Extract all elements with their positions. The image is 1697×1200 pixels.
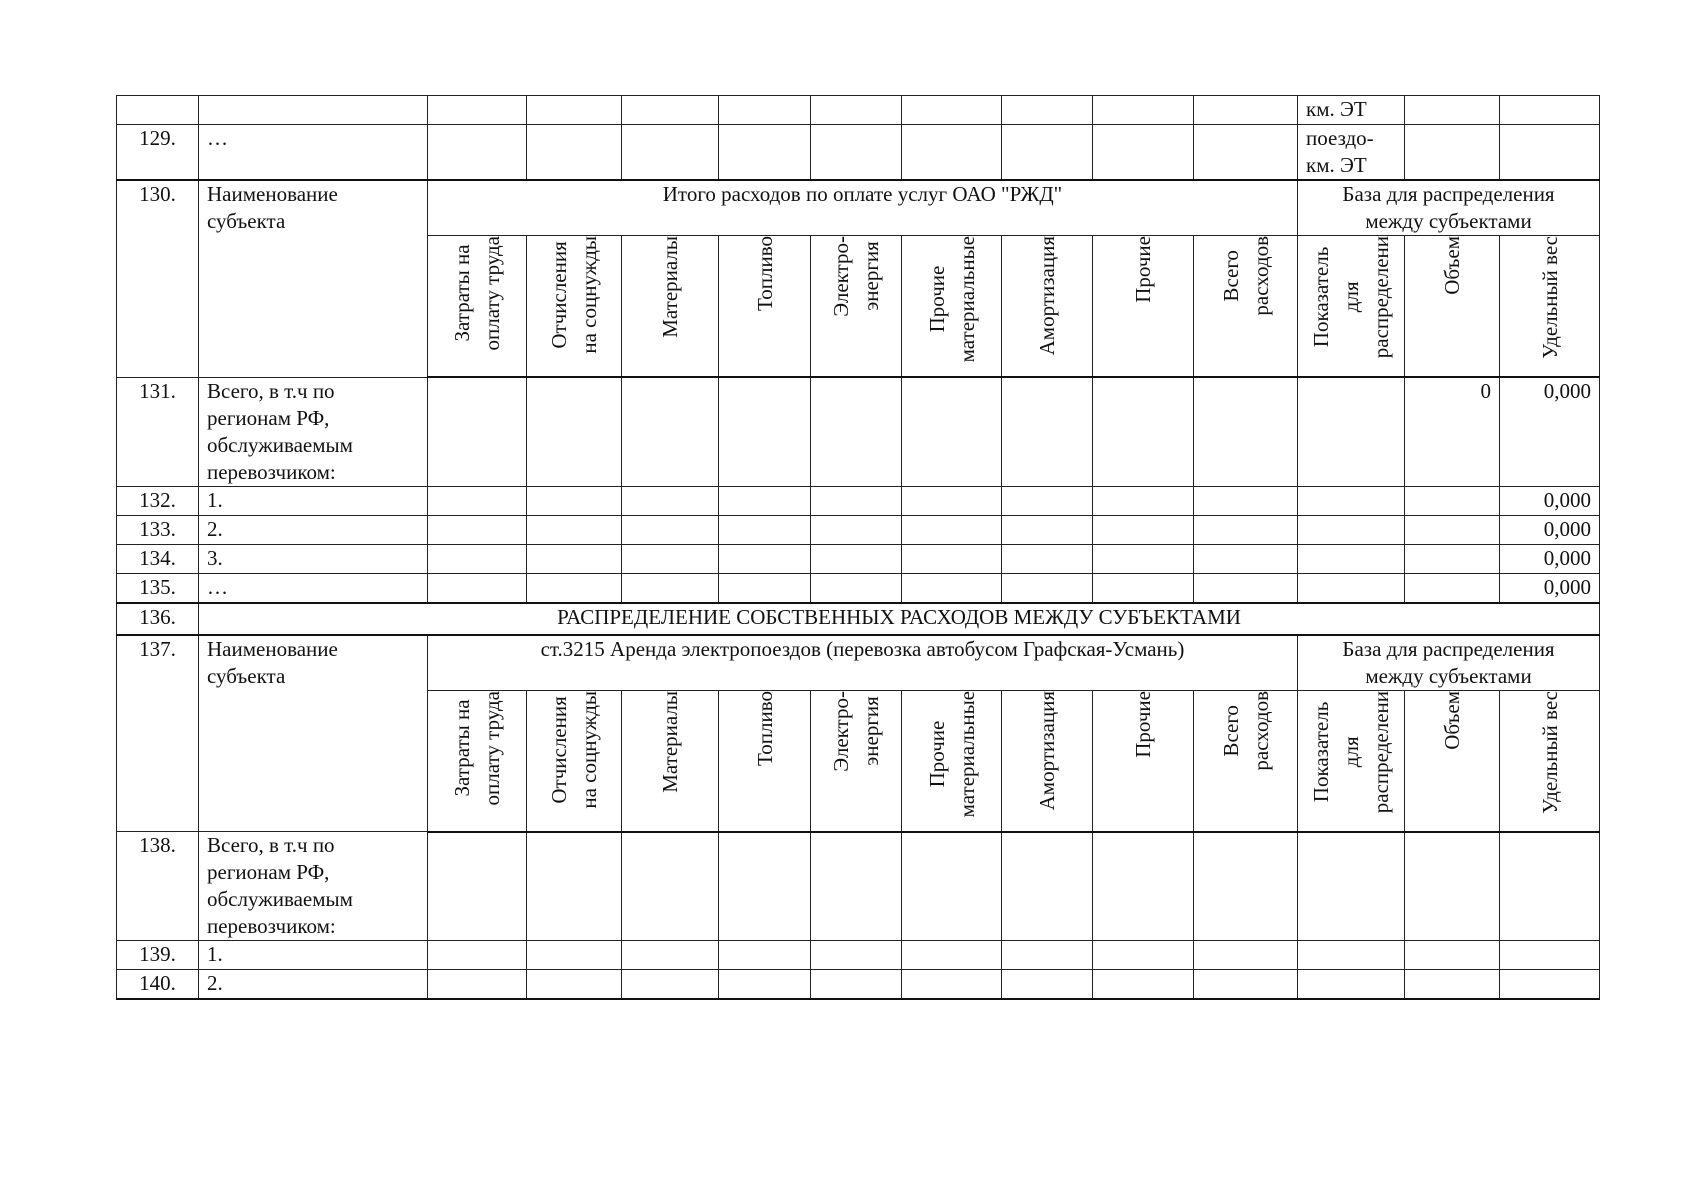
row-number: 133. [117,515,199,544]
column-header [811,236,902,378]
base-column-header-label: Удельный вес [1537,236,1562,359]
cost-cell [1194,941,1298,970]
volume-cell [1405,486,1500,515]
cost-cell [719,832,811,941]
cost-cell [1093,970,1194,1000]
subject-name: 2. [199,515,428,544]
cost-cell [902,544,1002,573]
indicator-cell [1298,573,1405,603]
row-number: 131. [117,377,199,486]
base-group-title: База для распределения между субъектами [1298,180,1600,236]
cost-cell [1194,970,1298,1000]
cost-cell [527,96,622,125]
column-header-label: Амортизация [1035,690,1059,810]
cost-cell [622,486,719,515]
cost-cell [428,544,527,573]
column-header [902,236,1002,378]
unit-cell: поездо- км. ЭТ [1298,125,1405,181]
cost-cell [527,832,622,941]
cost-cell [1002,573,1093,603]
cost-cell [1194,125,1298,181]
cost-cell [1002,832,1093,941]
indicator-cell [1298,486,1405,515]
cost-cell [1093,573,1194,603]
row-name [199,96,428,125]
cost-cell [1002,544,1093,573]
cost-cell [622,573,719,603]
cost-cell [1002,515,1093,544]
table-row [117,515,1600,544]
cost-cell [1002,941,1093,970]
column-header [1093,236,1194,378]
subject-name: Всего, в т.ч по регионам РФ, обслуживаемым перевозчиком: [199,377,428,486]
weight-cell [1500,832,1600,941]
column-header-label: Всего расходов [1218,690,1273,771]
cost-cell [719,573,811,603]
column-header [527,690,622,832]
subject-name-header: Наименование субъекта [199,180,428,377]
base-group-title: База для распределения между субъектами [1298,635,1600,691]
column-header [1194,236,1298,378]
cost-cell [811,970,902,1000]
cost-cell [902,832,1002,941]
base-column-header-label: Удельный вес [1537,690,1562,814]
column-header [622,236,719,378]
cost-cell [1002,96,1093,125]
cost-cell [527,515,622,544]
weight-cell: 0,000 [1500,377,1600,486]
cost-cell [527,970,622,1000]
base-column-header [1405,690,1500,832]
cost-cell [811,544,902,573]
row-number: 136. [117,603,199,635]
column-header [1002,236,1093,378]
column-header-label: Всего расходов [1218,236,1273,316]
table-row [117,125,1600,181]
column-header [622,690,719,832]
row-number: 132. [117,486,199,515]
distribution-table [116,95,1600,1000]
row-number: 139. [117,941,199,970]
cost-cell [428,941,527,970]
cost-cell [428,970,527,1000]
cost-cell [622,941,719,970]
cost-cell [811,125,902,181]
cost-cell [811,486,902,515]
cost-cell [622,125,719,181]
volume-cell [1405,970,1500,1000]
indicator-cell [1298,377,1405,486]
row-number: 130. [117,180,199,377]
cost-cell [428,96,527,125]
column-header-label: Топливо [752,236,777,311]
cost-cell [902,96,1002,125]
table-row [117,603,1600,635]
column-header-label: Затраты на оплату труда [450,690,504,805]
base-column-header-label: Показатель для распределени [1309,236,1393,359]
indicator-cell [1298,970,1405,1000]
cost-cell [719,377,811,486]
base-column-header-label: Объем [1440,236,1464,295]
cost-cell [1194,573,1298,603]
cost-cell [719,96,811,125]
volume-cell [1405,96,1500,125]
base-column-header [1298,236,1405,378]
cost-cell [622,544,719,573]
cost-cell [902,486,1002,515]
column-header [1093,690,1194,832]
row-number: 138. [117,832,199,941]
cost-cell [527,486,622,515]
cost-group-title: Итого расходов по оплате услуг ОАО "РЖД" [428,180,1298,236]
cost-cell [622,377,719,486]
table-row [117,941,1600,970]
weight-cell: 0,000 [1500,515,1600,544]
cost-cell [1093,125,1194,181]
table-row [117,377,1600,486]
cost-cell [622,96,719,125]
column-header-label: Топливо [752,690,777,766]
column-header-label: Прочие материальные [924,690,979,817]
cost-cell [428,486,527,515]
section-divider-title: РАСПРЕДЕЛЕНИЕ СОБСТВЕННЫХ РАСХОДОВ МЕЖДУ СУБЪЕКТАМИ [199,603,1600,635]
cost-cell [811,96,902,125]
column-header-label: Амортизация [1035,236,1059,356]
cost-cell [902,573,1002,603]
table-row [117,573,1600,603]
cost-cell [428,515,527,544]
cost-cell [902,941,1002,970]
subject-name: 3. [199,544,428,573]
column-header-label: Прочие [1131,236,1155,303]
indicator-cell [1298,832,1405,941]
volume-cell [1405,573,1500,603]
indicator-cell [1298,544,1405,573]
weight-cell [1500,970,1600,1000]
cost-cell [811,515,902,544]
column-header-label: Прочие [1131,690,1155,758]
cost-cell [428,125,527,181]
cost-cell [527,941,622,970]
cost-cell [1093,96,1194,125]
cost-cell [527,544,622,573]
cost-cell [902,515,1002,544]
base-column-header-label: Показатель для распределени [1309,690,1393,813]
column-header-label: Отчисления на соцнужды [547,236,601,354]
cost-cell [811,377,902,486]
cost-cell [719,125,811,181]
cost-cell [428,573,527,603]
table-row [117,635,1600,691]
cost-cell [902,125,1002,181]
cost-cell [622,515,719,544]
weight-cell [1500,941,1600,970]
table-row [117,180,1600,236]
cost-group-title: ст.3215 Аренда электропоездов (перевозка автобусом Графская-Усмань) [428,635,1298,691]
subject-name: 1. [199,941,428,970]
table-row [117,970,1600,1000]
column-header [811,690,902,832]
column-header [719,690,811,832]
subject-name: Всего, в т.ч по регионам РФ, обслуживаемым перевозчиком: [199,832,428,941]
cost-cell [719,544,811,573]
column-header-label: Отчисления на соцнужды [547,690,601,809]
indicator-cell [1298,515,1405,544]
cost-cell [527,573,622,603]
cost-cell [1194,377,1298,486]
cost-cell [1093,486,1194,515]
column-header [428,236,527,378]
column-header [1194,690,1298,832]
cost-cell [902,377,1002,486]
cost-cell [1194,832,1298,941]
row-number: 134. [117,544,199,573]
cost-cell [1093,377,1194,486]
column-header-label: Материалы [658,236,682,338]
volume-cell: 0 [1405,377,1500,486]
cost-cell [1002,486,1093,515]
unit-cell: км. ЭТ [1298,96,1405,125]
cost-cell [811,832,902,941]
cost-cell [1093,832,1194,941]
cost-cell [1194,515,1298,544]
row-number: 137. [117,635,199,832]
cost-cell [1093,515,1194,544]
cost-cell [1002,377,1093,486]
subject-name: … [199,573,428,603]
table-row [117,486,1600,515]
weight-cell: 0,000 [1500,573,1600,603]
table-row [117,832,1600,941]
cost-cell [1194,486,1298,515]
base-column-header [1298,690,1405,832]
weight-cell: 0,000 [1500,544,1600,573]
cost-cell [902,970,1002,1000]
column-header [719,236,811,378]
subject-name: 1. [199,486,428,515]
cost-cell [719,486,811,515]
cost-cell [1093,544,1194,573]
table-row [117,96,1600,125]
row-number: 135. [117,573,199,603]
column-header-label: Электро- энергия [829,236,883,317]
indicator-cell [1298,941,1405,970]
column-header-label: Материалы [658,690,682,793]
volume-cell [1405,515,1500,544]
base-column-header-label: Объем [1440,690,1464,750]
base-column-header [1500,236,1600,378]
table-row [117,544,1600,573]
base-column-header [1500,690,1600,832]
cost-cell [1093,941,1194,970]
cost-cell [622,832,719,941]
weight-cell [1500,125,1600,181]
cost-cell [527,377,622,486]
subject-name: 2. [199,970,428,1000]
volume-cell [1405,941,1500,970]
cost-cell [527,125,622,181]
cost-cell [1002,125,1093,181]
column-header [1002,690,1093,832]
column-header [902,690,1002,832]
column-header-label: Электро- энергия [829,690,883,772]
column-header-label: Затраты на оплату труда [450,236,504,351]
column-header [428,690,527,832]
volume-cell [1405,832,1500,941]
weight-cell: 0,000 [1500,486,1600,515]
cost-cell [811,573,902,603]
row-number [117,96,199,125]
row-number: 140. [117,970,199,1000]
subject-name-header: Наименование субъекта [199,635,428,832]
cost-cell [428,832,527,941]
cost-cell [1002,970,1093,1000]
row-number: 129. [117,125,199,181]
cost-cell [719,515,811,544]
cost-cell [811,941,902,970]
cost-cell [719,941,811,970]
cost-cell [622,970,719,1000]
cost-cell [1194,544,1298,573]
row-name: … [199,125,428,181]
volume-cell [1405,125,1500,181]
column-header-label: Прочие материальные [924,236,979,363]
cost-cell [428,377,527,486]
column-header [527,236,622,378]
base-column-header [1405,236,1500,378]
weight-cell [1500,96,1600,125]
volume-cell [1405,544,1500,573]
cost-cell [1194,96,1298,125]
cost-cell [719,970,811,1000]
